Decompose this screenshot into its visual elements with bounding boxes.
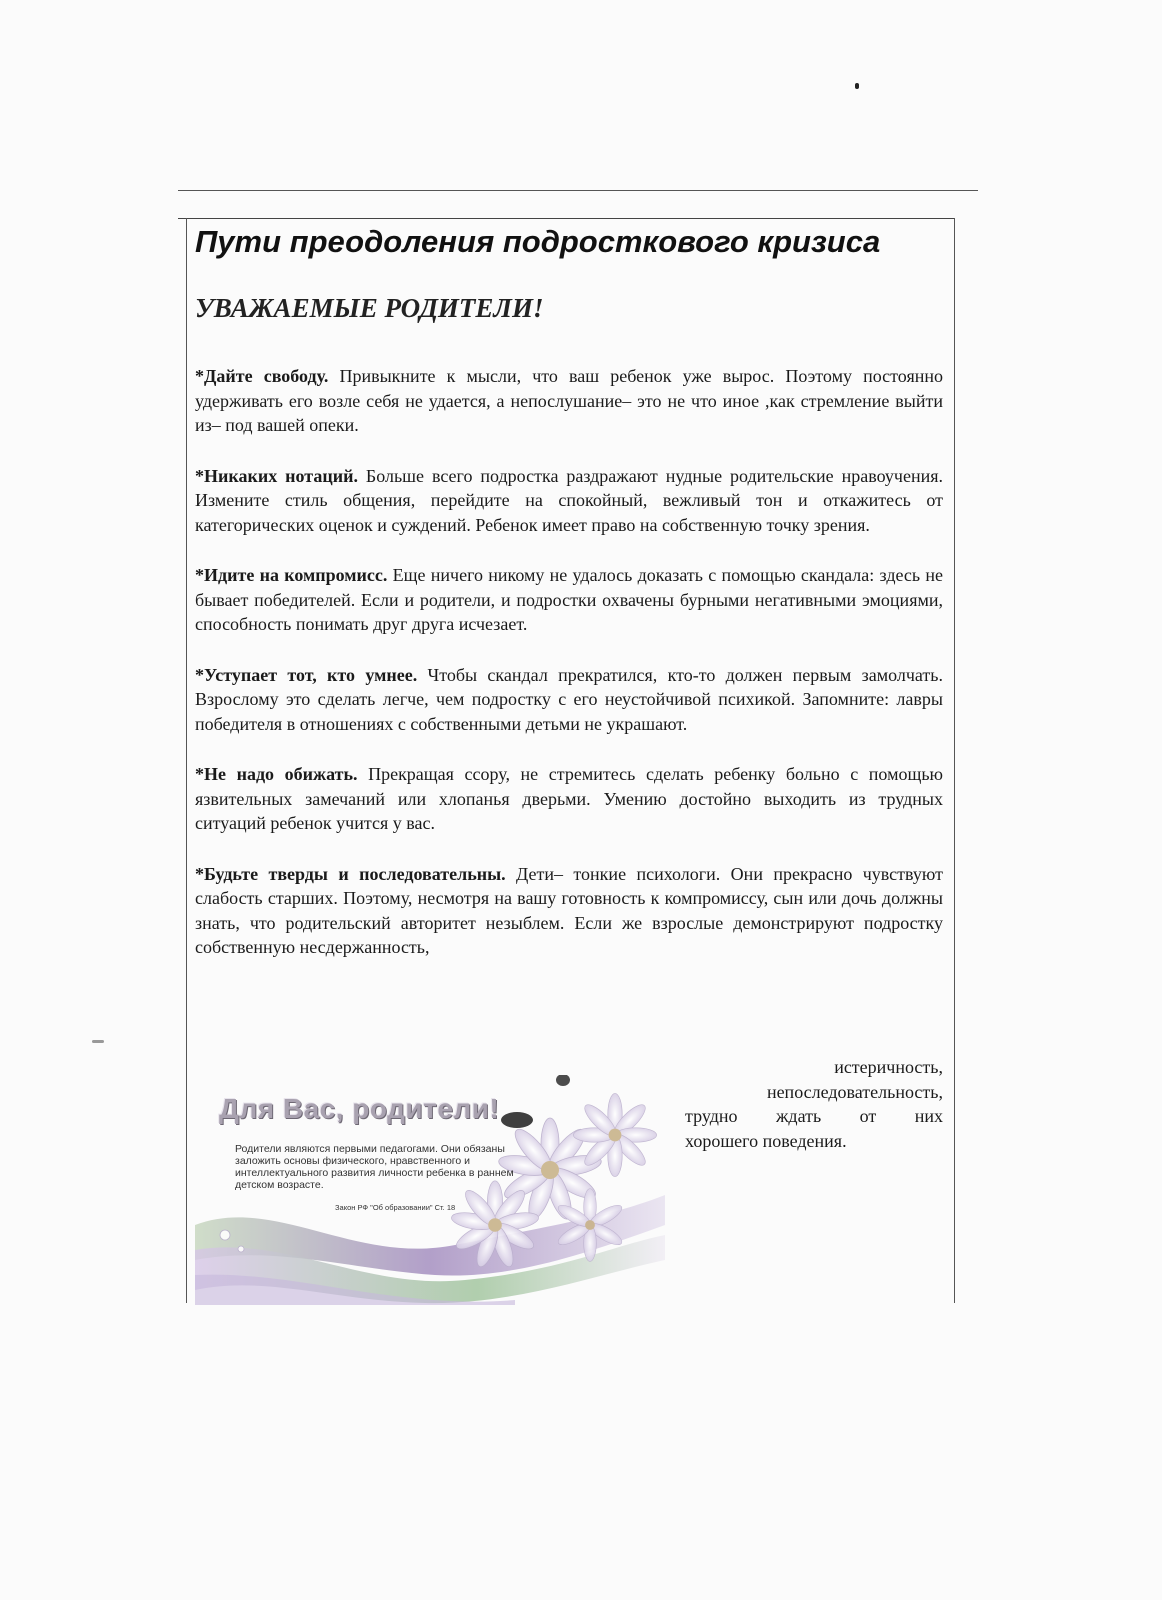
banner-text: Родители являются первыми педагогами. Они обязаны заложить основы физического, нравственного и интеллектуального развития личности ребенка в раннем детском возрасте. <box>235 1143 514 1191</box>
frame-left-border <box>186 218 187 1303</box>
tip-lead: *Дайте свободу. <box>195 366 329 386</box>
tip-paragraph <box>195 364 943 438</box>
tip-lead: *Никаких нотаций. <box>195 465 358 486</box>
frame-top-border <box>178 218 954 219</box>
tail-line: истеричность, <box>834 1057 943 1077</box>
tip-paragraph <box>195 464 943 538</box>
tip-lead: *Уступает тот, кто умнее. <box>195 664 418 685</box>
tail-word: них <box>914 1106 943 1126</box>
page-title: Пути преодоления подросткового кризиса <box>195 224 881 259</box>
tail-line: непоследовательность, <box>766 1081 943 1102</box>
document-body <box>195 222 943 960</box>
parents-banner-image <box>195 1075 675 1305</box>
banner-law-citation: Закон РФ "Об образовании" Ст. 18 <box>335 1203 456 1212</box>
tip-paragraph <box>195 563 943 637</box>
tip-paragraph <box>195 762 943 836</box>
tip-continuation <box>685 1055 943 1153</box>
tip-lead: *Идите на компромисс. <box>195 565 388 585</box>
tip-text: Прекращая ссору, не стремитесь сделать ребенку больно с помощью язвительных замечаний или хлопанья дверьми. Умению достойно выходить из трудных ситуаций ребенок учится у вас. <box>195 764 943 833</box>
tip-paragraph <box>195 862 943 960</box>
tail-line <box>685 1104 943 1129</box>
tip-text: Больше всего подростка раздражают нудные родительские нравоучения. Измените стиль общения, перейдите на спокойный, вежливый тон и откажитесь от категорических оценок и суждений. Ребенок имеет право на собственную точку зрения. <box>195 465 943 535</box>
tip-lead: *Не надо обижать. <box>195 764 358 784</box>
tip-text: Чтобы скандал прекратился, кто-то должен первым замолчать. Взрослому это сделать легче, чем подростку с его неустойчивой психикой. Запомните: лавры победителя в отношениях с собственными детьми не украшают. <box>195 664 943 734</box>
tail-word: трудно <box>685 1106 738 1126</box>
tail-word: от <box>859 1106 877 1126</box>
scan-speck <box>92 1040 104 1043</box>
tail-line: хорошего поведения. <box>685 1130 847 1151</box>
tip-lead: *Будьте тверды и последовательны. <box>195 863 506 884</box>
tips-list <box>195 364 943 960</box>
page-edge-line <box>178 190 978 191</box>
banner-title: Для Вас, родители! <box>219 1093 500 1124</box>
frame-right-border <box>954 218 955 1303</box>
tip-text: Дети– тонкие психологи. Они прекрасно чувствуют слабость старших. Поэтому, несмотря на вашу готовность к компромиссу, сын или дочь должны знать, что родительский авторитет незыблем. Если же взрослые демонстрируют подростку собственную несдержанность, <box>195 863 943 957</box>
tip-paragraph <box>195 663 943 737</box>
tail-word: ждать <box>775 1106 822 1126</box>
tip-text: Привыкните к мысли, что ваш ребенок уже вырос. Поэтому постоянно удерживать его возле себя не удается, а непослушание– это не что иное ,как стремление выйти из– под вашей опеки. <box>195 366 943 435</box>
greeting-heading: УВАЖАЕМЫЕ РОДИТЕЛИ! <box>195 293 544 323</box>
tip-text: Еще ничего никому не удалось доказать с помощью скандала: здесь не бывает победителей. Если и родители, и подростки охвачены бурными негативными эмоциями, способность понимать друг друга исчезает. <box>195 565 943 634</box>
scan-speck <box>855 83 859 89</box>
